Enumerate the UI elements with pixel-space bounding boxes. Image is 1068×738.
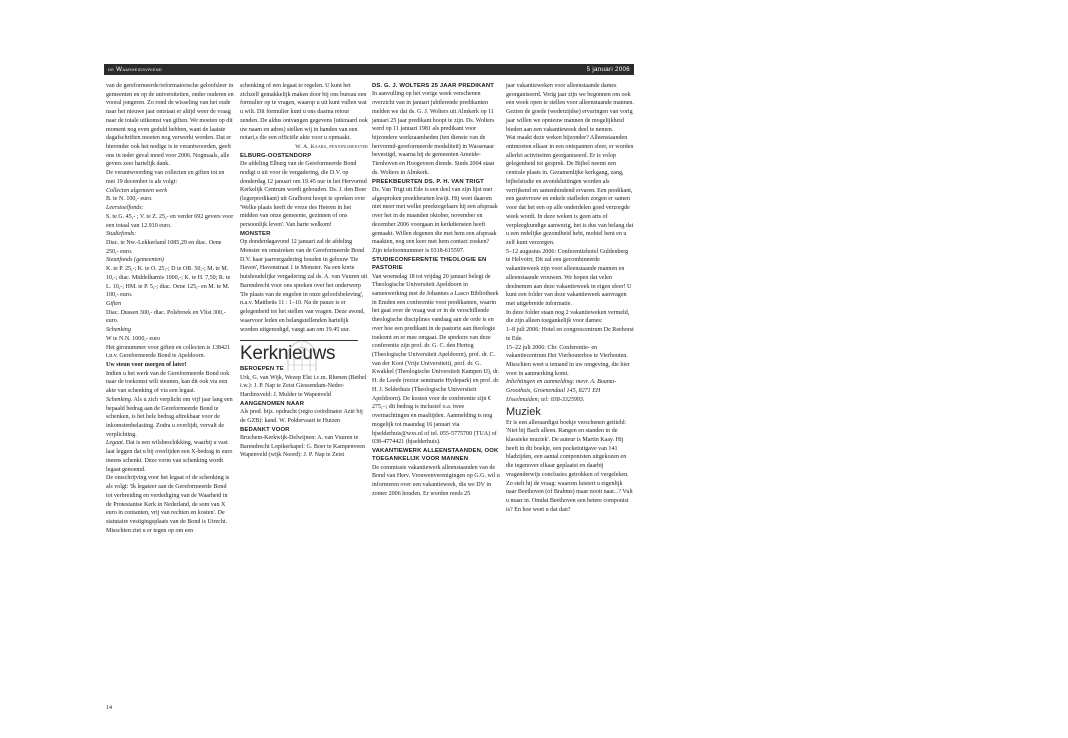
section-heading: PREEKBEURTEN DS. P. H. VAN TRIGT — [372, 178, 484, 185]
inline-label: Schenking. — [106, 396, 133, 403]
paragraph: Diac. Dussen 300,- diac. Polsbroek en Vlist 300,- euro. — [106, 309, 226, 325]
bold-heading: Uw steun voor morgen of later! — [106, 362, 187, 368]
paragraph: Wat maakt deze weken bijzonder? Alleenstaanden ontmoeten elkaar in een ontspannen sfeer, er worden allerlei activiteiten georganiseerd. Er is volop gelegenheid tot gesprek. De Bijbel neemt een centrale plaats in. Gezamenlijke kerkgang, zang, bijbelstudie en avondsluitingen worden als verrijkend en samenbindend ervaren. Een predikant, een gastvrouw en enkele stafleden zorgen er samen voor dat het een op alle onderdelen goed verzorgde week wordt. In deze weken is geen arts of verpleegkundige aanwezig, het is dus van belang dat u een redelijke gezondheid hebt, mobiel bent en u zelf kunt verzorgen. — [506, 135, 634, 246]
section-heading: MONSTER — [240, 230, 271, 237]
column-2 — [240, 82, 368, 460]
signature: W. A. Kaars, penningmeester — [295, 144, 368, 151]
column-1 — [106, 82, 234, 535]
paragraph: K. te P. 25,-; K. te O. 25,-; D te OB. 50,-; M. te M. 10,-; diac. Middelharnis 1000,-; K. te H. 7,50; R. te L. 10,-; HM. te P. 5,-; diac. Oene 125,- en M. te M. 100,- euro. — [106, 266, 231, 299]
newspaper-page — [104, 64, 634, 724]
paragraph: Indien u het werk van de Gereformeerde Bond ook naar de toekomst wilt steunen, kan dit ook via een akte van schenking of via een legaat. — [106, 370, 230, 395]
section-heading: BEROEPEN TE — [240, 366, 284, 373]
paragraph: 5–12 augustus 2006: Conferentiehotel Guldenberg te Helvoirt; Dit zal een gecombineerde vakantieweek zijn voor alleenstaande mannen en alleenstaande vrouwen. We hopen dat velen deelnemen aan deze vakantieweek in eigen sfeer! U kunt een folder van deze vakantieweek aanvragen met uitgebreide informatie. — [506, 248, 632, 307]
paragraph: W te N.N. 1000,- euro — [106, 335, 161, 342]
section-heading: STUDIECONFERENTIE THEOLOGIE EN PASTORIE — [372, 256, 487, 272]
contact-info: Inlichtingen en aanmelding: mevr. A. Bouma-Groothuis, Groenendaal 145, 8271 EH IJsselmuiden; tel: 038-3325993. — [506, 379, 617, 403]
paragraph: jaar vakantieweken voor alleenstaande dames georganiseerd. Vorig jaar zijn we begonnen om ook een week open te stellen voor alleenstaande mannen. Gezien de goede (wederzijdse) ervaringen van vorig jaar willen we opnieuw mannen de mogelijkheid bieden aan een vakantieweek deel te nemen. — [506, 83, 634, 133]
paragraph: Het gironummer voor giften en collecten is 138421 t.n.v. Gereformeerde Bond te Apeldoorn. — [106, 344, 231, 360]
section-heading: VAKANTIEWERK ALLEENSTAANDEN, OOK TOEGANKELIJK VOOR MANNEN — [372, 447, 499, 463]
paragraph: Er is een alleraardigst boekje verschenen getiteld: 'Niet bij Bach alleen. Rangen en standen in de klassieke muziek'. De auteur is Martin Kaay. Hij heeft in dit boekje, een pocketuitgave van 141 bladzijden, een aantal componisten uitgekozen en die tegenover elkaar geplaatst en daarbij vragenderwijs conclusies getrokken of vergeleken. Zo stelt hij de vraag: waarom luistert u eigenlijk naar Beethoven (of Brahms) maar nooit naar...? Vult u maar in. Omdat Beethoven een betere componist is? En hoe weet u dat dan? — [506, 419, 633, 513]
subheading: Studiefonds: — [106, 231, 137, 238]
publication-date: 5 januari 2006 — [586, 66, 630, 73]
paragraph: Diac. te Nw.-Lekkerland 1085,29 en diac. Oene 250,- euro. — [106, 239, 222, 255]
paragraph: Van woensdag 18 tot vrijdag 20 januari belegt de Theologische Universiteit Apeldoorn in samenwerking met de Johannes a Lasco Bibliotheek in Emden een conferentie voor predikanten, waarin het gaat over de vraag wat er in de verschillende theologische disciplines vandaag aan de orde is en over hoe een predikant in de pastorie aan theologie toekomt en er mee omgaat. De sprekers van deze conferentie zijn prof. dr. G. C. den Hertog (Theologische Universiteit Apeldoorn), prof. dr. C. van der Kooi (Vrije Universiteit), prof. dr. G. Kwakkel (Theologische Universiteit Kampen IJ), dr. H. de Leede (rector seminarie Hydepark) en prof. dr. H. J. Selderhuis (Theologische Universiteit Apeldoorn). De kosten voor de conferentie zijn € 275,–; dit bedrag is inclusief o.a. twee overnachtingen en maaltijden. Aanmelding is nog mogelijk tot maandag 16 januari via hjselderhuis@wxs.nl of tel. 055-5775700 (TUA) of 038-4774421 (hjselderhuis). — [372, 273, 500, 446]
section-heading: DS. G. J. WOLTERS 25 JAAR PREDIKANT — [372, 83, 494, 89]
page-number: 14 — [106, 705, 112, 711]
inline-label: Legaat. — [106, 440, 125, 447]
kerknieuws-label: Kerknieuws — [240, 343, 336, 365]
subheading: Schenking — [106, 327, 131, 334]
paragraph: B. te N. 100,- euro. — [106, 196, 153, 203]
section-heading: AANGENOMEN NAAR — [240, 400, 305, 407]
paragraph: Bruchem-Kerkwijk-Delwijnen: A. van Vuuren te Barendrecht Lopikerkapel: G. Boer te Kampenveen Wapenveld (wijk Noord): J. P. Nap te Zeist — [240, 435, 365, 459]
paragraph: Urk, G. van Wijk, Wezep Elst i.c.m. Rhenen (Bethel i.w.): J. P. Nap te Zeist Giessendam-Neder-Hardinxveld: J. Mulder te Wapenveld — [240, 374, 367, 399]
paragraph — [106, 439, 234, 474]
column-4 — [506, 82, 634, 515]
page-header — [104, 64, 634, 75]
paragraph: De omschrijving voor het legaat of de schenking is als volgt: 'Ik legateer aan de Gereformeerde Bond tot verbreiding en verdediging van de Waarheid in de Protestantse Kerk in Nederland, de som van X euro in contanten, vrij van rechten en kosten'. De statutaire vestigingsplaats van de Bond is Utrecht. — [106, 475, 230, 525]
paragraph: Op donderdagavond 12 januari zal de afdeling Monster en omstreken van de Gereformeerde Bond D.V. haar jaarvergadering houden in gebouw 'De Haven', Havenstraat 1 te Monster. Na een korte huishoudelijke vergadering zal ds. A. van Vuuren uit Barendrecht voor ons spreken over het onderwerp 'De plaats van de engelen in onze geloofsbeleving', n.a.v. Mattheüs 11 : 1–10. Na de pauze is er gelegenheid tot het stellen van vragen. Deze avond, waarvoor leden en belangstellenden hartelijk worden uitgenodigd, vangt aan om 19.45 uur. — [240, 239, 368, 333]
paragraph: 15–22 juli 2006: Chr. Conferentie- en vakantiecentrum Het Vierhouterbos te Vierhouten. Misschien weet u iemand in uw omgeving, die hier voor in aanmerking komt. — [506, 344, 630, 377]
paragraph: Ds. Van Trigt uit Ede is een deel van zijn lijst met afgesproken preekbeurten kwijt. Hij weet daarom niet meer met welke preekregelaars hij een afspraak over het in de maanden oktober, november en december 2006 voorgaan in kerkdiensten heeft gemaakt. Willen degenen die met hem een afspraak maakten, nog een keer met hem contact zoeken? Zijn telefoonnummer is 0318-615597. — [372, 187, 498, 255]
paragraph: schenking of een legaat te regelen. U kunt het zichzelf gemakkelijk maken door bij ons bureau een formulier op te vragen, waarop u uit kunt vullen wat u wilt. Dit formulier kunt u ons daarna retour zenden. De aldus ontvangen gegevens (uiteraard ook uw naam en adres) stellen wij in handen van een notari,s die een officiële akte voor u opmaakt. — [240, 83, 368, 142]
paragraph: S. te G. 45,- ; V. te Z. 25,- en verder 692 gevers voor een totaal van 12.910 euro. — [106, 213, 234, 229]
subheading: Giften — [106, 300, 122, 307]
muziek-title: Muziek — [506, 405, 541, 418]
column-3 — [372, 82, 500, 499]
section-heading: BEDANKT VOOR — [240, 426, 290, 433]
paragraph: De verantwoording van collecten en giften tot en met 19 december is als volgt: — [106, 170, 225, 185]
church-window-icon — [284, 337, 320, 371]
subheading: Collecten algemeen werk — [106, 187, 168, 194]
paragraph: De afdeling Elburg van de Gereformeerde Bond nodigt u uit voor de vergadering, die D.V. op donderdag 12 januari om 19.45 uur in het Hervormd Kerkelijk Centrum wordt gehouden. Ds. J. den Boer (legerpredikant) uit Grafhorst hoopt te spreken over 'Welke plaats heeft de vreze des Heeren in het midden van onze gemeente, gezinnen of ons persoonlijk leven'. Van harte welkom! — [240, 161, 367, 229]
section-heading: ELBURG-OOSTENDORP — [240, 152, 312, 159]
inline-text: Als u zich verplicht om vijf jaar lang een bepaald bedrag aan de Gereformeerde Bond te schenken, is het hele bedrag aftrekbaar voor de inkomstenbelasting. Zodra u overlijdt, vervalt de verplichting. — [106, 396, 233, 438]
kerknieuws-title — [240, 343, 368, 365]
paragraph: van de gereformeerde/reformatorische geloofsleer in gemeenten en op de universiteiten, onder ouderen en vooral jongeren. Zo rond de wisseling van het oude naar het nieuwe jaar ontstaat er altijd weer de vraag naar de totale uitkomst van giften. We moeten op dit moment nog even geduld hebben, want de laatste dagafschriften moeten nog verwerkt worden. Dat er hieronder ook het nodige is te verantwoorden, geeft ons in ieder geval moed voor 2006. Nogmaals, alle gevers zeer hartelijk dank. — [106, 83, 234, 168]
publication-title: de Waarheidsvriend — [108, 66, 163, 73]
inline-text: Dat is een wilsbeschikking, waarbij u vast laat leggen dat u bij overlijden een X-bedrag in euro ineens schenkt. Deze vorm van schenking wordt legaat genoemd. — [106, 440, 233, 473]
paragraph: Misschien ziet u er tegen op om een — [106, 527, 194, 534]
paragraph: 1–8 juli 2006: Hotel en congrescentrum De Reehorst te Ede. — [506, 327, 634, 342]
paragraph — [106, 396, 234, 440]
subheading: Leerstoelfonds: — [106, 205, 144, 212]
paragraph: In deze folder staan nog 2 vakantieweken vermeld, die zijn alleen toegankelijk voor dames: — [506, 309, 630, 325]
paragraph: In aanvulling op het vorige week verschenen overzicht van in januari jubilerende predikanten melden we dat ds. G. J. Wolters uit Almkerk op 11 januari 25 jaar predikant hoopt te zijn. Ds. Wolters werd op 11 januari 1981 als predikant voor bijzondere werkzaamheden (ten dienste van de hervormd-gereformeerde modaliteit) in Wassenaar bevestigd, waarna hij de gemeenten Ameide-Tienhoven en Hoogeveen diende. Sinds 2004 staat ds. Wolters in Almkerk. — [372, 91, 495, 176]
subheading: Steunfonds (gemeenten) — [106, 257, 164, 264]
paragraph: Als pred. bijz. opdracht (regio coördinator Azië bij de GZB): kand. W. Poldervaart te Huizen — [240, 409, 363, 424]
paragraph: De commissie vakantiewerk alleenstaanden van de Bond van Herv. Vrouwenverenigingen op G.G. wil u informeren over een vakantieweek, die we DV in zomer 2006 houden. Er worden reeds 25 — [372, 464, 500, 497]
